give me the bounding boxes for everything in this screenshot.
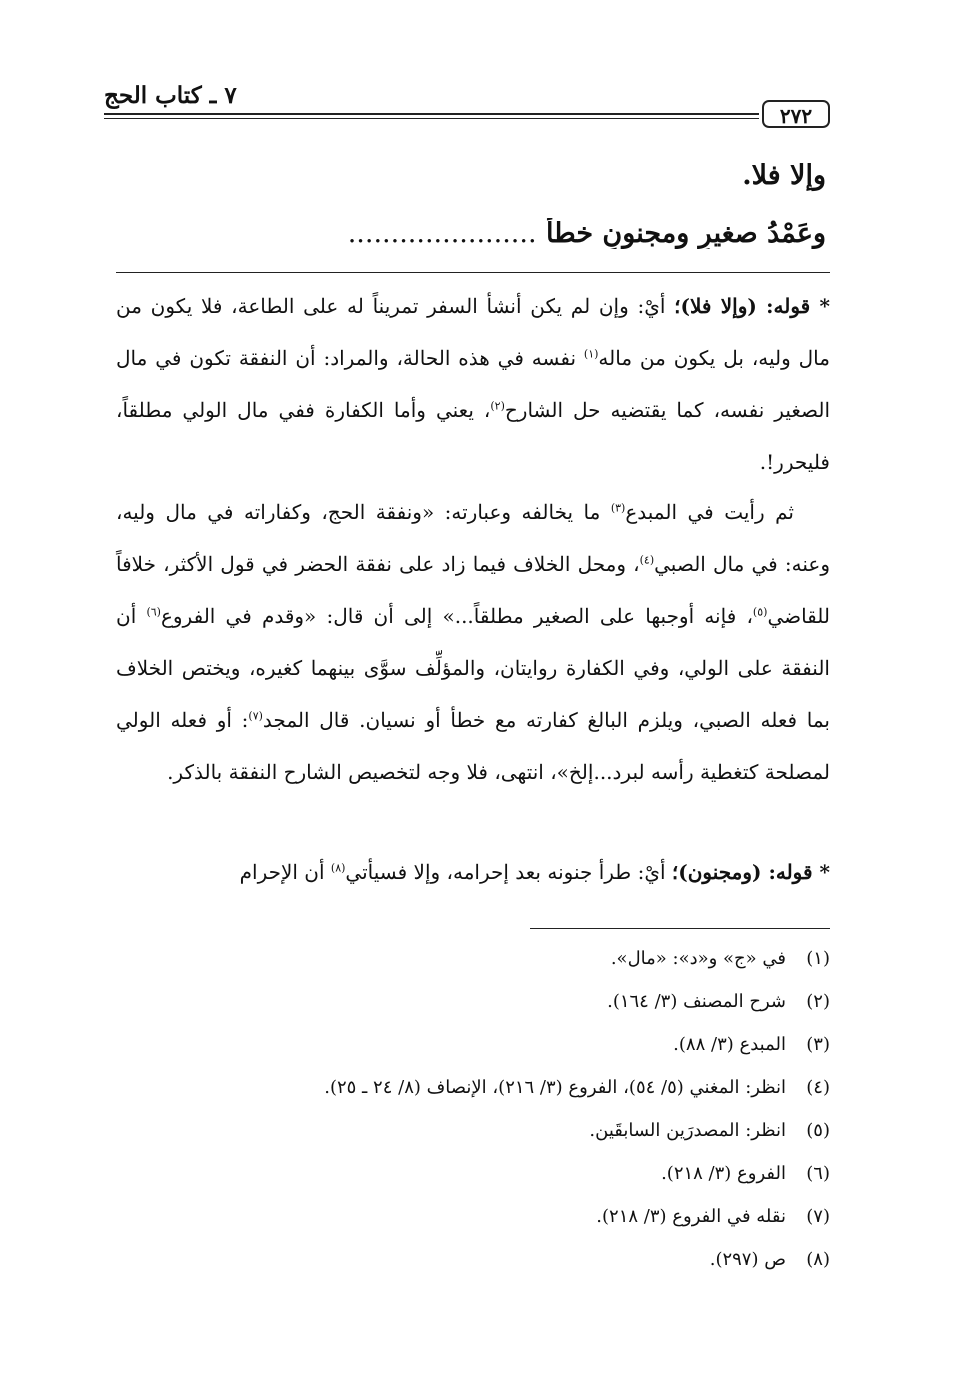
footnote-item bbox=[116, 1202, 830, 1245]
matn-separator bbox=[116, 272, 830, 273]
footnote-ref[interactable]: (٥) bbox=[752, 605, 768, 619]
footnote-item bbox=[116, 1073, 830, 1116]
paragraph-text: ثم رأيت في المبدع bbox=[625, 500, 794, 524]
paragraph-text: أيْ: طرأ جنونه بعد إحرامه، وإلا فسيأتي bbox=[345, 860, 672, 884]
footnote-ref[interactable]: (٨) bbox=[330, 861, 346, 875]
matn-line-2-text: وعَمْدُ صغيرٍ ومجنونٍ خطأٌ bbox=[545, 218, 826, 249]
footnote-rule bbox=[530, 928, 830, 929]
footnote-item bbox=[116, 1245, 830, 1288]
paragraph-text: ما يخالفه وعبارته: «ونفقة الحج، وكفاراته في مال وليه، وعنه: في مال الصبي bbox=[116, 500, 830, 576]
commentary-paragraph-2 bbox=[116, 486, 830, 798]
paragraph-text: أن الإحرام bbox=[239, 860, 331, 884]
paragraph-text: : أو فعله الولي لمصلحة كتغطية رأسه لبرد...إلخ»، انتهى، فلا وجه لتخصيص الشارح النفقة بالذكر. bbox=[116, 708, 830, 784]
matn-line-2 bbox=[110, 218, 826, 249]
footnote-ref[interactable]: (٧) bbox=[248, 709, 263, 723]
footnote-ref[interactable]: (٦) bbox=[146, 605, 161, 619]
header-rule-thin bbox=[104, 118, 759, 119]
footnote-number: (٥) bbox=[806, 1120, 830, 1141]
footnote-item bbox=[116, 987, 830, 1030]
footnote-item bbox=[116, 944, 830, 987]
footnote-text: ص (٢٩٧). bbox=[709, 1249, 786, 1270]
footnote-text: انظر: المصدرَين السابقَين. bbox=[589, 1120, 786, 1141]
footnote-text: انظر: المغني (٥/ ٥٤)، الفروع (٣/ ٢١٦)، الإنصاف (٨/ ٢٤ ـ ٢٥). bbox=[324, 1077, 786, 1098]
paragraph-text: نفسه في هذه الحالة، والمراد: أن النفقة تكون في مال الصغير نفسه، كما يقتضيه حل الشارح bbox=[116, 346, 831, 422]
paragraph-text: أيْ: وإن لم يكن أنشأ السفر تمريناً له على الطاعة، فلا يكون من مال وليه، بل يكون من ماله bbox=[116, 294, 830, 370]
footnote-ref[interactable]: (١) bbox=[583, 347, 599, 361]
paragraph-text: أن النفقة على الولي، وفي الكفارة روايتان، والمؤلِّف سوَّى بينهما كغيره، ويختص الخلاف بما فعله الصبي، ويلزم البالغ كفارته مع خطأ أو نسيان. قال المجد bbox=[116, 604, 830, 732]
footnote-text: الفروع (٣/ ٢١٨). bbox=[661, 1163, 786, 1184]
footnote-item bbox=[116, 1116, 830, 1159]
footnote-ref[interactable]: (٢) bbox=[490, 399, 505, 413]
footnote-item bbox=[116, 1030, 830, 1073]
footnote-ref[interactable]: (٣) bbox=[610, 501, 626, 515]
paragraph-text: ، يعني وأما الكفارة ففي مال الولي مطلقاً، فليحرر!. bbox=[116, 398, 830, 474]
footnote-text: نقله في الفروع (٣/ ٢١٨). bbox=[596, 1206, 786, 1227]
commentary-paragraph-3 bbox=[116, 846, 830, 898]
footnote-number: (٧) bbox=[806, 1206, 830, 1227]
matn-dots: ...................... bbox=[347, 218, 537, 249]
quote-lead: * قوله: (ومجنون)؛ bbox=[671, 860, 830, 884]
footnote-number: (٢) bbox=[806, 991, 830, 1012]
footnote-text: في «ج» و«د»: «مال». bbox=[610, 948, 786, 969]
quote-lead: * قوله: (وإلا فلا)؛ bbox=[674, 294, 830, 318]
footnote-item bbox=[116, 1159, 830, 1202]
footnote-text: المبدع (٣/ ٨٨). bbox=[673, 1034, 786, 1055]
page-number: ٢٧٢ bbox=[762, 100, 830, 128]
footnote-ref[interactable]: (٤) bbox=[639, 553, 655, 567]
footnote-list bbox=[116, 944, 830, 1288]
header-rule bbox=[104, 113, 759, 115]
footnote-text: شرح المصنف (٣/ ١٦٤). bbox=[607, 991, 786, 1012]
paragraph-text: ، فإنه أوجبها على الصغير مطلقاً...» إلى أن قال: «وقدم في الفروع bbox=[160, 604, 753, 628]
commentary-paragraph-1 bbox=[116, 280, 830, 488]
footnote-number: (٣) bbox=[806, 1034, 830, 1055]
footnote-number: (١) bbox=[806, 948, 830, 969]
footnote-number: (٤) bbox=[806, 1077, 830, 1098]
footnote-number: (٦) bbox=[806, 1163, 830, 1184]
running-title: ٧ ـ كتاب الحج bbox=[104, 82, 237, 109]
paragraph-text: ، ومحل الخلاف فيما زاد على نفقة الحضر في قول الأكثر، خلافاً للقاضي bbox=[116, 552, 831, 628]
matn-line-1: وإلا فلا. bbox=[742, 160, 826, 191]
footnote-number: (٨) bbox=[806, 1249, 830, 1270]
